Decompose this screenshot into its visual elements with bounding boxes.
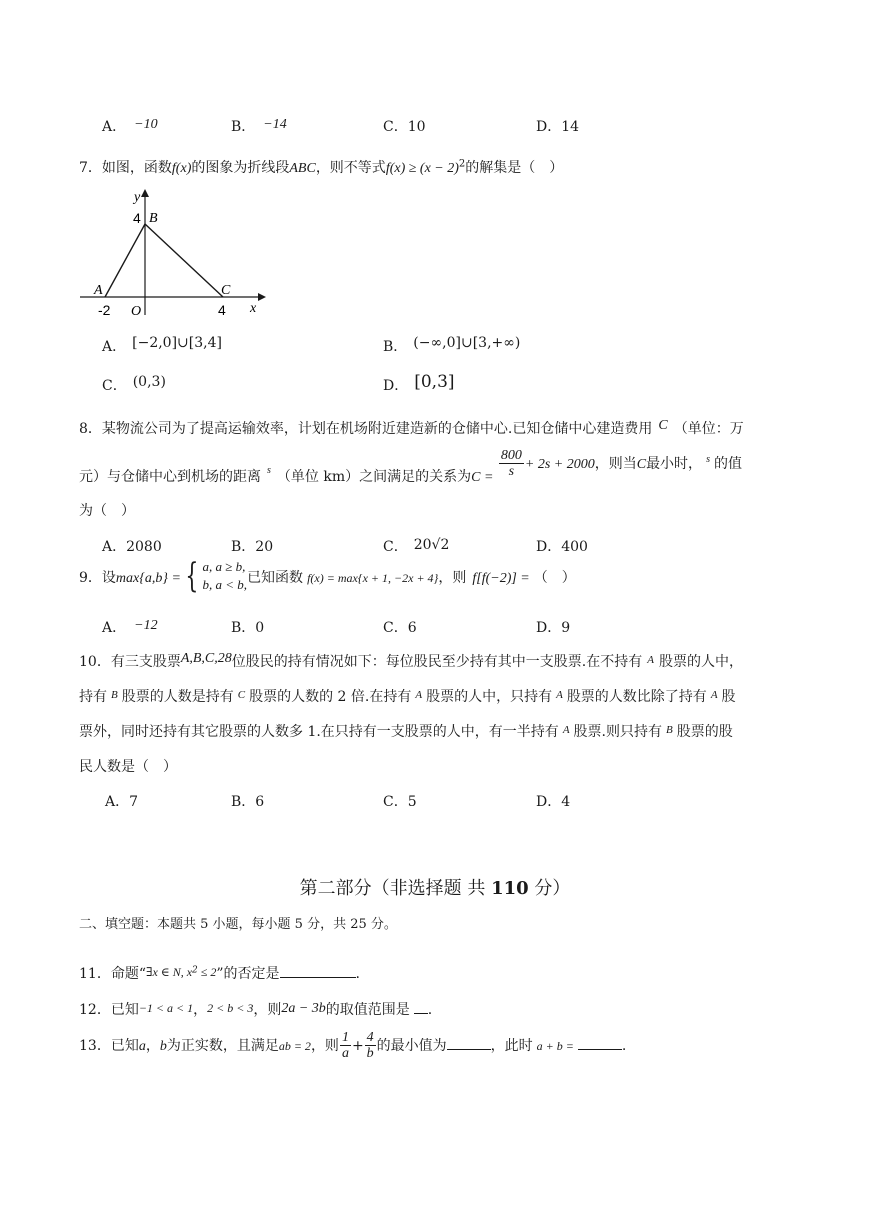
q6-option-a: A． −10 <box>102 117 158 135</box>
origin-label: O <box>131 304 142 319</box>
q8-line-1: 8．某物流公司为了提高运输效率，计划在机场附近建造新的仓储中心.已知仓储中心建造费用 C （单位：万 <box>79 418 744 437</box>
q8-option-c: C． 20√2 <box>383 537 450 555</box>
q11-stem: 11．命题“∃x ∈ N, $x^2 \le 2$”的否定是 . <box>79 965 360 982</box>
q6-option-c: C．10 <box>383 119 426 135</box>
q10-line-2: 持有 $^B$ 股票的人数是持有 $^C$ 股票的人数的 2 倍.在持有 $^A$ 股票的人中，只持有 $^A$ 股票的人数比除了持有 $^A$ 股 <box>79 689 736 705</box>
x-axis-arrow-icon <box>258 293 266 301</box>
q10-option-c: C．5 <box>383 794 417 810</box>
q11-answer-blank <box>280 963 356 978</box>
q12-answer-blank <box>414 999 428 1014</box>
q8-option-b: B．20 <box>231 539 274 555</box>
q7-option-b: B． (−∞,0]∪[3,+∞) <box>383 335 521 355</box>
x-axis-label: x <box>250 301 257 316</box>
q9-option-d: D．9 <box>536 620 571 636</box>
q9-option-b: B．0 <box>231 620 265 636</box>
q10-option-d: D．4 <box>536 794 571 810</box>
x-tick-4: 4 <box>218 302 226 318</box>
q13-answer-blank-2 <box>578 1035 622 1050</box>
left-brace-icon: { <box>185 555 199 596</box>
q10-line-4: 民人数是（ ） <box>79 759 177 775</box>
x-tick-neg2: -2 <box>98 302 111 318</box>
q8-fraction: $\frac{800}{s}$ <box>500 448 522 480</box>
q9-stem: 9．设max{a,b} = { a, a ≥ b, b, a < b, 已知函数 f(x) = max{x + 1, −2x + 4}，则 f[f(−2)] = （ ） <box>79 555 576 596</box>
q10-option-b: B．6 <box>231 794 265 810</box>
y-axis-label: y <box>134 190 141 205</box>
q13-fraction-1: $\frac{1}{a}$ <box>341 1030 349 1062</box>
y-tick-4: 4 <box>133 210 141 226</box>
q9-option-a: A． −12 <box>102 618 158 636</box>
q8-option-a: A．2080 <box>102 539 162 555</box>
point-c-label: C <box>221 283 231 298</box>
y-axis-arrow-icon <box>141 189 149 197</box>
q10-option-a: A．7 <box>105 794 139 810</box>
q10-line-3: 票外，同时还持有其它股票的人数多 1.在只持有一支股票的人中，有一半持有 $^A$ 股票.则只持有 $^B$ 股票的股 <box>79 724 733 740</box>
q7-option-d: D． [0,3] <box>383 372 455 394</box>
q8-option-d: D．400 <box>536 539 588 555</box>
q7-option-a: A． [−2,0]∪[3,4] <box>102 335 222 355</box>
part2-title: 第二部分（非选择题 共 110 分） <box>299 878 571 899</box>
q6-option-d: D．14 <box>536 119 580 135</box>
section-heading: 二、填空题：本题共 5 小题，每小题 5 分，共 25 分。 <box>79 917 397 932</box>
q9-option-c: C．6 <box>383 620 417 636</box>
q13-stem: 13．已知a，b为正实数，且满足ab = 2，则 $\frac{1}{a}$ + $\frac{4}{b}$ 的最小值为 ，此时 a + b = . <box>79 1030 627 1062</box>
q10-line-1: 10．有三支股票A,B,C,28位股民的持有情况如下：每位股民至少持有其中一支股票.在不持有 $^A$ 股票的人中， <box>79 651 743 670</box>
q8-line-2: 元）与仓储中心到机场的距离 $_s$ （单位 km）之间满足的关系为C = $\frac{800}{s}$ + 2s + 2000，则当C最小时， $^s$ 的值 <box>79 448 742 485</box>
point-a-label: A <box>94 283 103 298</box>
point-b-label: B <box>149 211 158 226</box>
q7-option-c: C． (0,3) <box>102 374 166 394</box>
polyline-abc <box>105 224 223 297</box>
q13-answer-blank-1 <box>447 1035 491 1050</box>
q13-fraction-2: $\frac{4}{b}$ <box>366 1030 374 1062</box>
q8-line-3: 为（ ） <box>79 503 135 519</box>
q12-stem: 12．已知−1 < a < 1，2 < b < 3，则2a − 3b的取值范围是 . <box>79 1001 433 1018</box>
q7-stem: 7．如图，函数f(x)的图象为折线段ABC，则不等式$f(x) \ge (x - 2)^2$的解集是（ ） <box>79 158 564 176</box>
q6-option-b: B． −14 <box>231 117 287 135</box>
q7-graph <box>78 184 268 319</box>
